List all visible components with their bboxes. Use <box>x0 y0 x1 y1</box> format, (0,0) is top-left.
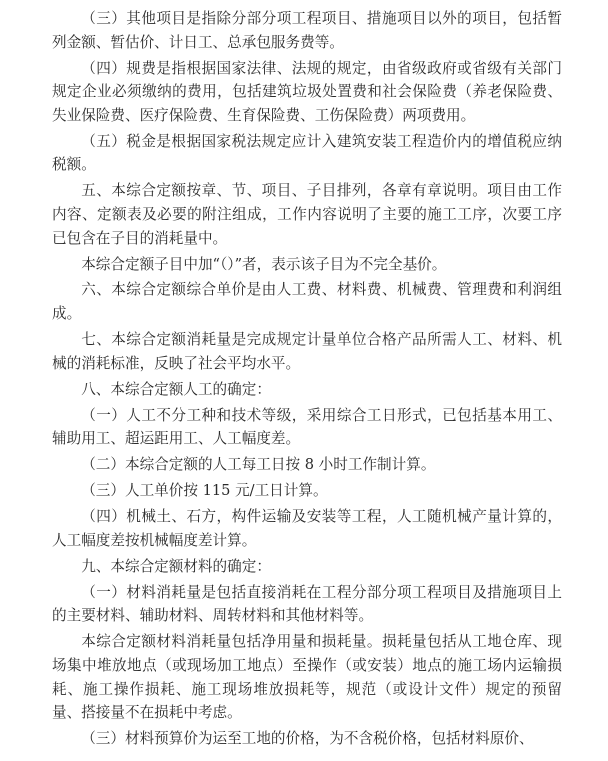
paragraph-other-items: （三）其他项目是指除分部分项工程项目、措施项目以外的项目，包括暂列金额、暂估价、计日工、总承包服务费等。 <box>52 10 562 51</box>
paragraph-material-3: （三）材料预算价为运至工地的价格，为不含税价格，包括材料原价、 <box>81 730 534 748</box>
paragraph-labor-2: （二）本综合定额的人工每工日按 8 小时工作制计算。 <box>81 456 436 474</box>
paragraph-tax: （五）税金是根据国家税法规定应计入建筑安装工程造价内的增值税应纳税额。 <box>52 132 562 174</box>
paragraph-section-6: 六、本综合定额综合单价是由人工费、材料费、机械费、管理费和利润组成。 <box>52 281 562 323</box>
paragraph-material-loss: 本综合定额材料消耗量包括净用量和损耗量。损耗量包括从工地仓库、现场集中堆放地点（或现场加工地点）至操作（或安装）地点的施工场内运输损耗、施工操作损耗、施工现场堆放损耗等，规范（或设计文件）规定的预留量、搭接量不在损耗中考虑。 <box>52 633 562 722</box>
paragraph-labor-4: （四）机械土、石方，构件运输及安装等工程，人工随机械产量计算的，人工幅度差按机械幅度差计算。 <box>52 508 562 549</box>
paragraph-labor-1: （一）人工不分工种和技术等级，采用综合工日形式，已包括基本用工、辅助用工、超运距用工、人工幅度差。 <box>52 406 562 448</box>
paragraph-fees: （四）规费是指根据国家法律、法规的规定，由省级政府或省级有关部门规定企业必须缴纳的费用，包括建筑垃圾处置费和社会保险费（养老保险费、失业保险费、医疗保险费、生育保险费、工伤保险费）两项费用。 <box>52 59 562 124</box>
paragraph-section-8-heading: 八、本综合定额人工的确定： <box>81 380 271 398</box>
paragraph-material-1: （一）材料消耗量是包括直接消耗在工程分部分项工程项目及措施项目上的主要材料、辅助材料、周转材料和其他材料等。 <box>52 583 562 625</box>
paragraph-incomplete-base-price: 本综合定额子目中加“（）”者，表示该子目为不完全基价。 <box>81 255 447 273</box>
paragraph-section-9-heading: 九、本综合定额材料的确定： <box>81 557 271 575</box>
paragraph-labor-3: （三）人工单价按 115 元/工日计算。 <box>81 482 328 500</box>
paragraph-section-7: 七、本综合定额消耗量是完成规定计量单位合格产品所需人工、材料、机械的消耗标准，反映了社会平均水平。 <box>52 331 562 372</box>
paragraph-section-5: 五、本综合定额按章、节、项目、子目排列，各章有章说明。项目由工作内容、定额表及必要的附注组成，工作内容说明了主要的施工工序，次要工序已包含在子目的消耗量中。 <box>52 182 562 247</box>
